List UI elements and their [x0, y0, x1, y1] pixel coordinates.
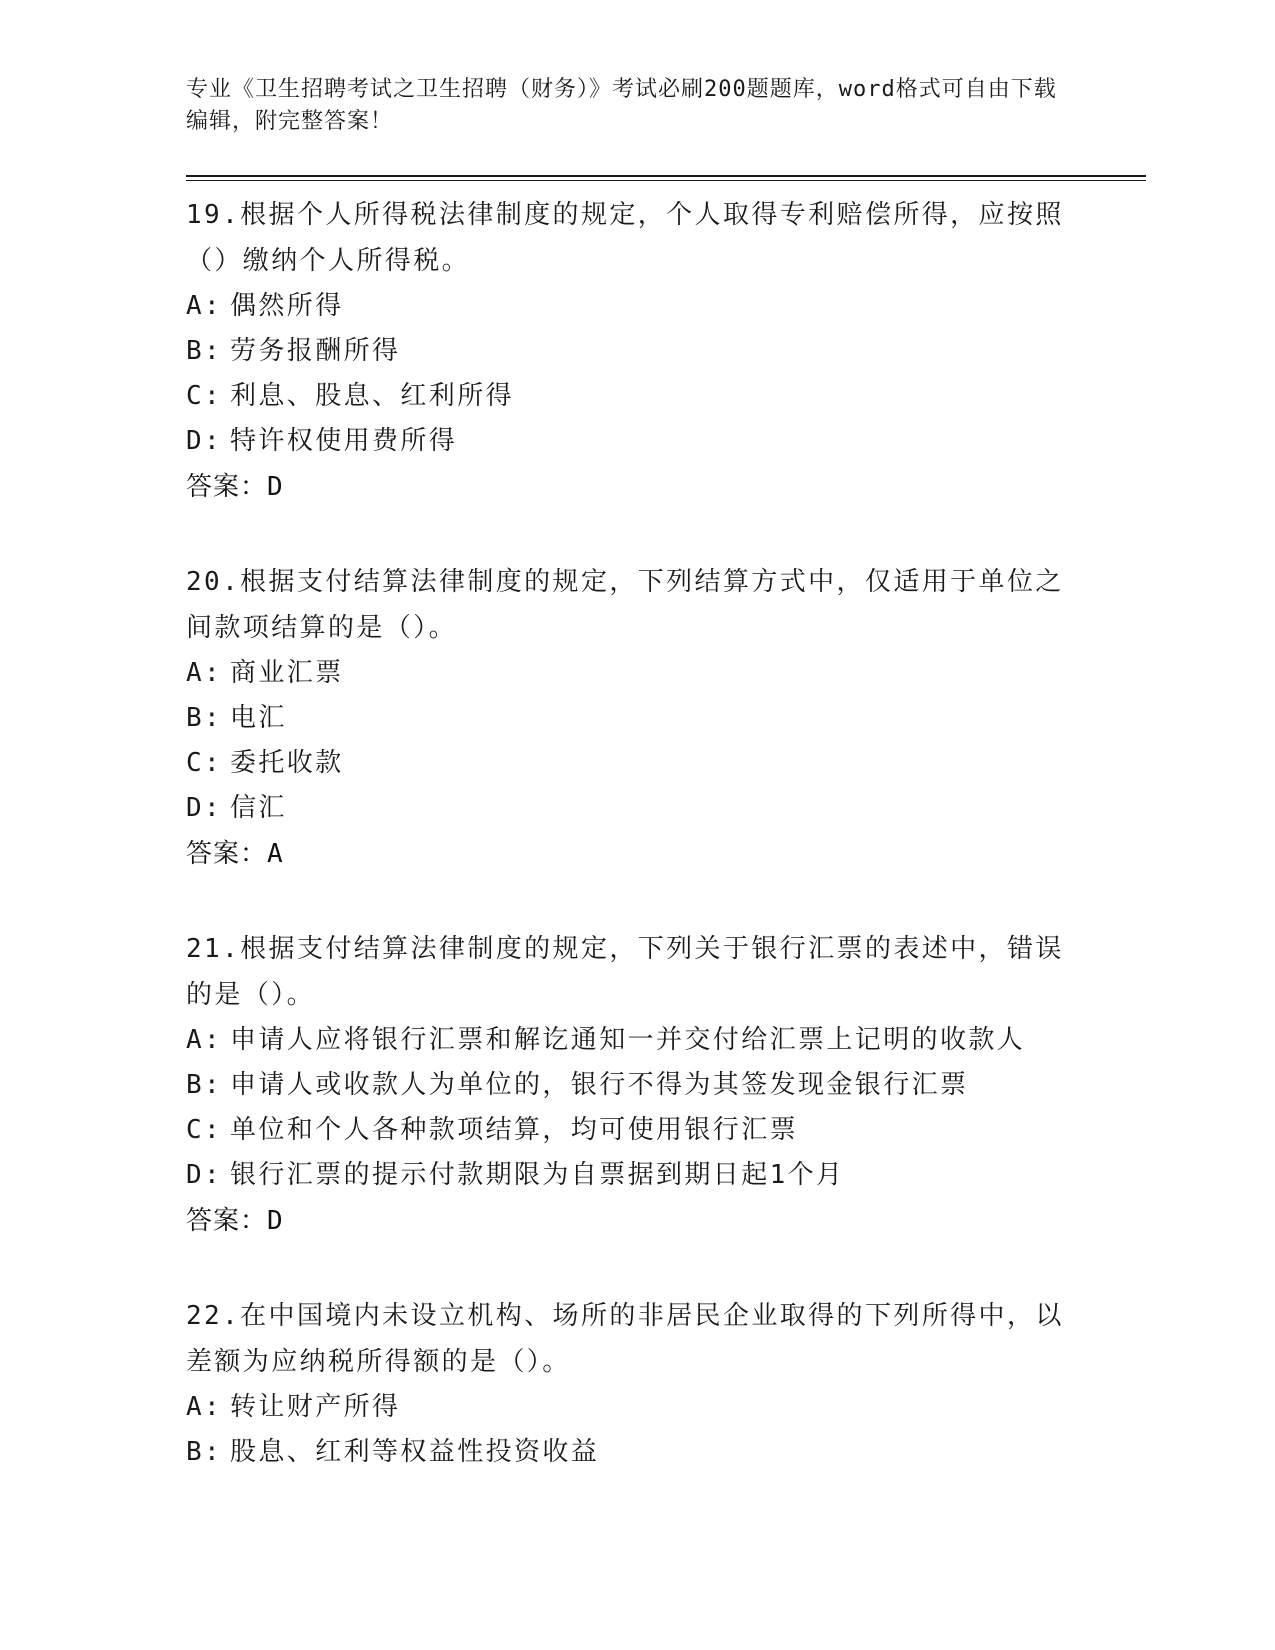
option-text: 特许权使用费所得: [230, 426, 458, 456]
header-divider-top: [186, 175, 1146, 177]
option-text: 申请人应将银行汇票和解讫通知一并交付给汇票上记明的收款人: [230, 1025, 1026, 1055]
option-label: C:: [186, 748, 223, 778]
option-text: 委托收款: [230, 748, 344, 778]
option-label: B:: [186, 703, 223, 733]
question-22: [186, 1293, 1086, 1475]
option-text: 单位和个人各种款项结算，均可使用银行汇票: [230, 1115, 799, 1145]
option-d: [186, 1153, 1086, 1198]
option-b: [186, 1063, 1086, 1108]
option-text: 转让财产所得: [230, 1392, 401, 1422]
option-d: [186, 419, 1086, 464]
question-text: 21.根据支付结算法律制度的规定，下列关于银行汇票的表述中，错误的是（）。: [186, 934, 1064, 1010]
question-text: 20.根据支付结算法律制度的规定，下列结算方式中，仅适用于单位之间款项结算的是（）。: [186, 567, 1064, 643]
option-label: A:: [186, 1025, 223, 1055]
option-label: B:: [186, 1070, 223, 1100]
answer: 答案：D: [186, 472, 284, 502]
option-label: C:: [186, 1115, 223, 1145]
option-text: 信汇: [230, 793, 287, 823]
option-label: D:: [186, 1160, 223, 1190]
option-c: [186, 741, 1086, 786]
option-b: [186, 696, 1086, 741]
option-text: 银行汇票的提示付款期限为自票据到期日起1个月: [230, 1160, 845, 1190]
answer: 答案：D: [186, 1206, 284, 1236]
option-b: [186, 1430, 1086, 1475]
option-a: [186, 1018, 1086, 1063]
option-text: 电汇: [230, 703, 287, 733]
answer: 答案：A: [186, 839, 284, 869]
option-text: 利息、股息、红利所得: [230, 381, 515, 411]
option-label: D:: [186, 426, 223, 456]
question-21: [186, 926, 1086, 1244]
document-header: 专业《卫生招聘考试之卫生招聘（财务）》考试必刷200题题库，word格式可自由下载编辑，附完整答案！: [186, 77, 1057, 134]
option-text: 股息、红利等权益性投资收益: [230, 1437, 600, 1467]
option-text: 劳务报酬所得: [230, 336, 401, 366]
option-label: A:: [186, 658, 223, 688]
option-label: B:: [186, 336, 223, 366]
option-a: [186, 651, 1086, 696]
question-19: [186, 192, 1086, 510]
option-label: A:: [186, 291, 223, 321]
option-text: 商业汇票: [230, 658, 344, 688]
option-label: D:: [186, 793, 223, 823]
option-d: [186, 786, 1086, 831]
option-label: B:: [186, 1437, 223, 1467]
option-text: 申请人或收款人为单位的，银行不得为其签发现金银行汇票: [230, 1070, 969, 1100]
question-20: [186, 559, 1086, 877]
header-divider-bottom: [186, 180, 1146, 181]
question-text: 22.在中国境内未设立机构、场所的非居民企业取得的下列所得中，以差额为应纳税所得额的是（）。: [186, 1301, 1064, 1377]
option-text: 偶然所得: [230, 291, 344, 321]
option-a: [186, 284, 1086, 329]
question-list: [186, 192, 1086, 1475]
option-c: [186, 374, 1086, 419]
option-c: [186, 1108, 1086, 1153]
option-label: C:: [186, 381, 223, 411]
question-text: 19.根据个人所得税法律制度的规定，个人取得专利赔偿所得，应按照（）缴纳个人所得税。: [186, 200, 1064, 276]
option-label: A:: [186, 1392, 223, 1422]
option-b: [186, 329, 1086, 374]
option-a: [186, 1385, 1086, 1430]
